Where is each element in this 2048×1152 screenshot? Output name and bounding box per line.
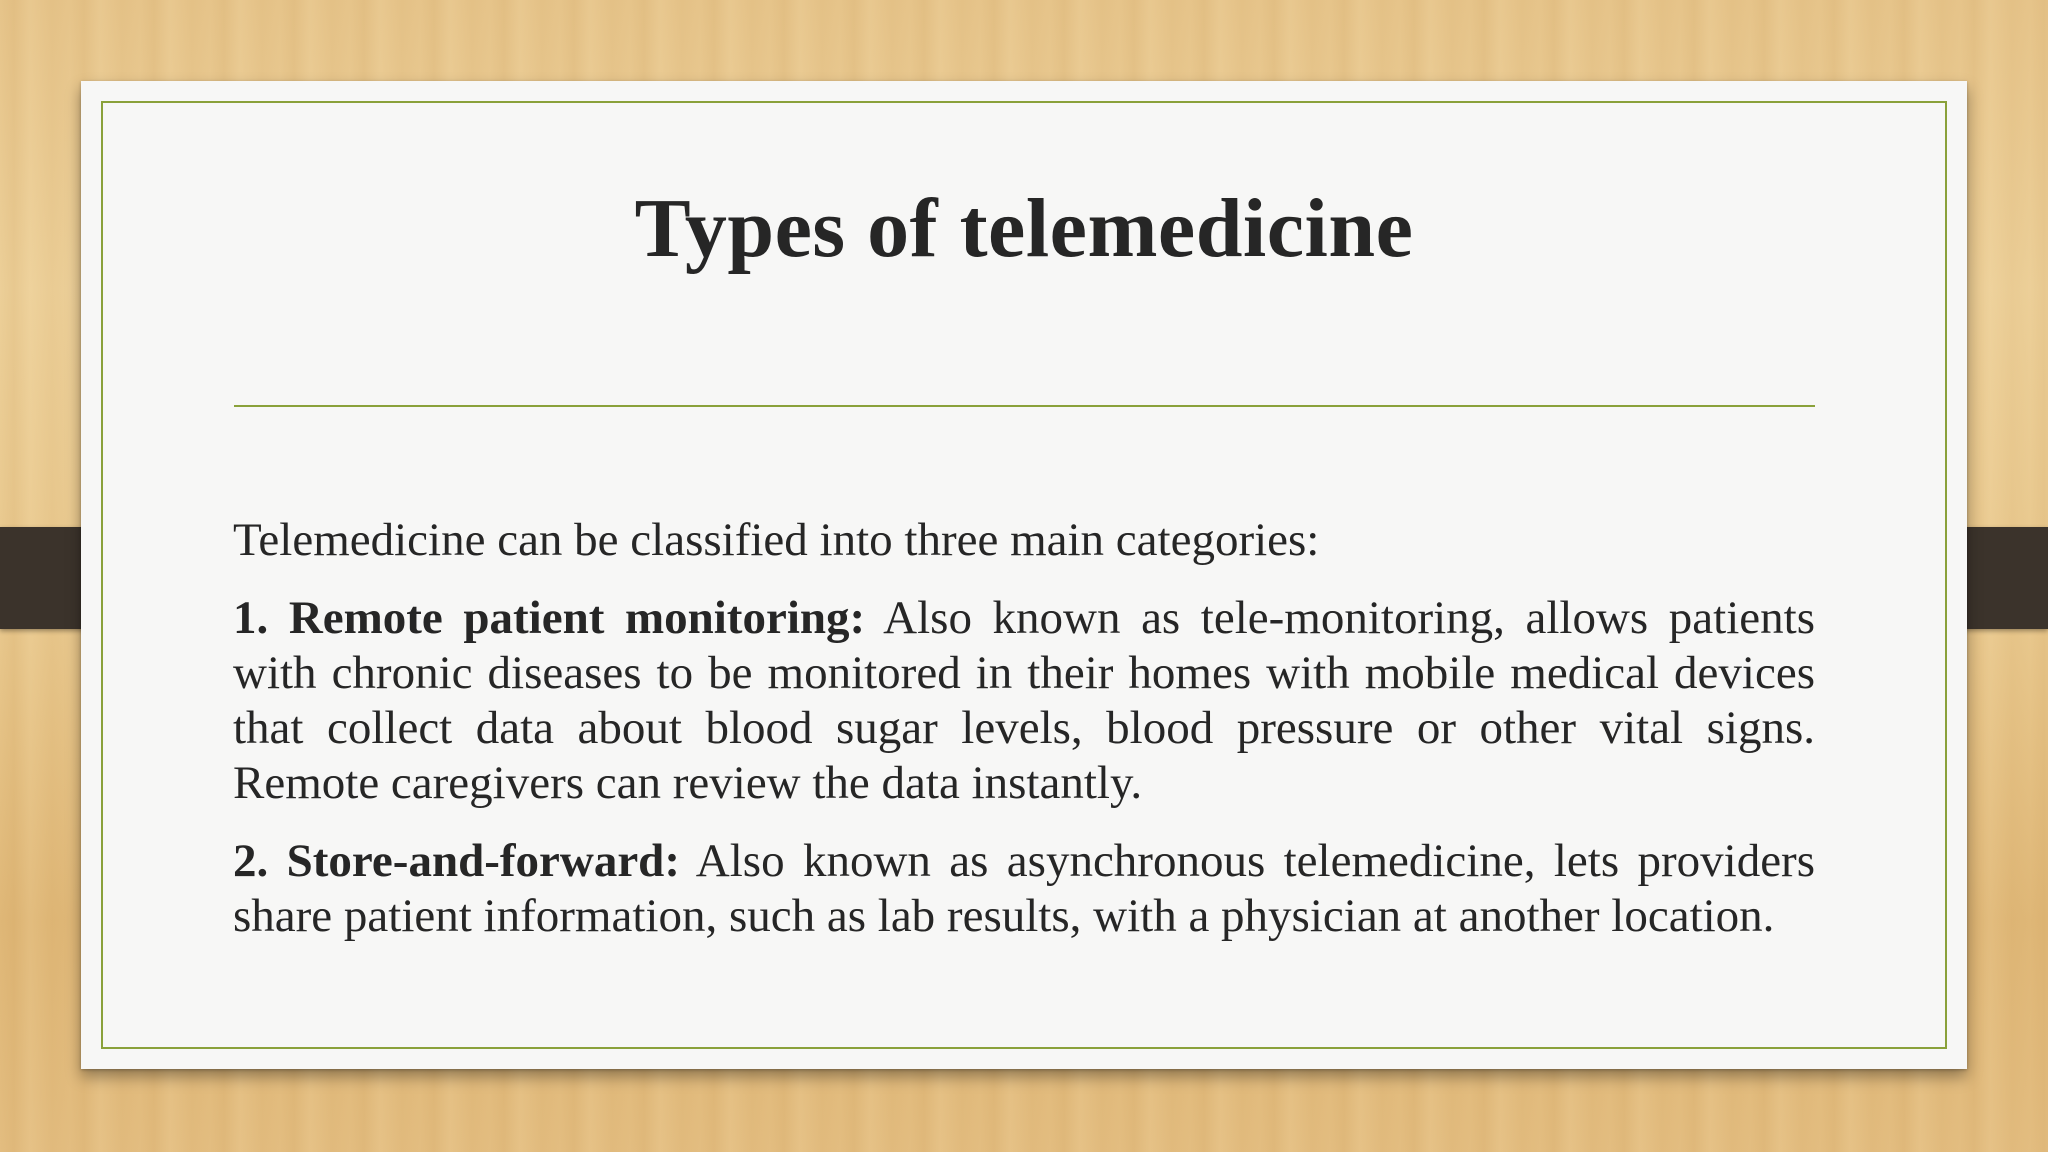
list-item-text: Also known as tele-monitoring, allows patients with chronic diseases to be monitored in their homes with mobile medical devices that collect data about blood sugar levels, blood pressure or other vital signs. Remote caregivers can review the data instantly. bbox=[233, 592, 1815, 809]
slide bbox=[81, 81, 1967, 1069]
slide-title: Types of telemedicine bbox=[634, 182, 1414, 275]
list-item-heading: 2. Store-and-forward: bbox=[233, 835, 680, 887]
list-item bbox=[233, 591, 1815, 811]
slide-body bbox=[233, 513, 1815, 967]
title-divider bbox=[234, 405, 1815, 407]
list-item-heading: 1. Remote patient monitoring: bbox=[233, 592, 866, 644]
intro-paragraph: Telemedicine can be classified into three main categories: bbox=[233, 514, 1320, 566]
list-item-text: Also known as asynchronous telemedicine, lets providers share patient information, such as lab results, with a physician at another location. bbox=[233, 835, 1815, 942]
list-item bbox=[233, 834, 1815, 944]
